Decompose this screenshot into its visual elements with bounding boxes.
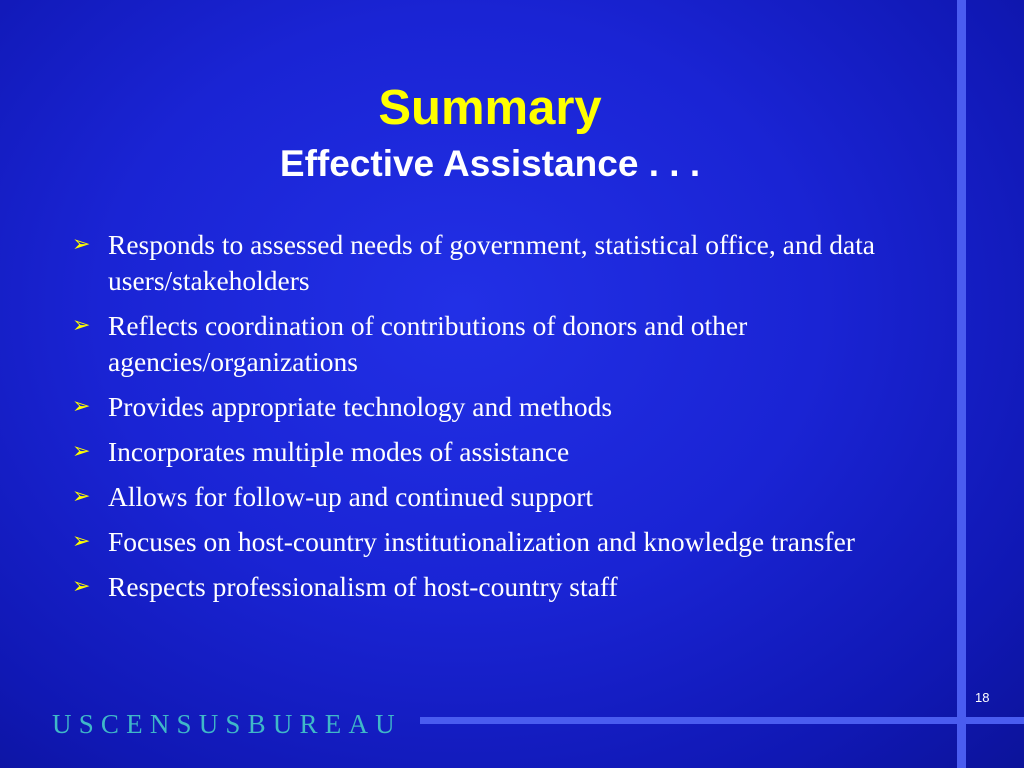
bullet-item	[72, 389, 942, 425]
bullet-text: Allows for follow-up and continued support	[108, 481, 593, 512]
arrow-bullet-icon: ➢	[72, 529, 91, 554]
slide-title: Summary	[378, 81, 602, 135]
arrow-bullet-icon: ➢	[72, 313, 91, 338]
arrow-bullet-icon: ➢	[72, 232, 91, 257]
bullet-list	[72, 227, 942, 614]
bullet-item	[72, 308, 942, 380]
arrow-bullet-icon: ➢	[72, 574, 91, 599]
bullet-item	[72, 479, 942, 515]
bullet-text: Reflects coordination of contributions of donors and other agencies/organizations	[108, 310, 748, 377]
bullet-item	[72, 524, 942, 560]
horizontal-accent-line	[420, 717, 1024, 724]
slide-subtitle: Effective Assistance . . .	[279, 143, 701, 184]
page-number: 18	[975, 690, 990, 705]
bullet-item	[72, 227, 942, 299]
bullet-text: Focuses on host-country institutionalization and knowledge transfer	[108, 526, 855, 557]
arrow-bullet-icon: ➢	[72, 394, 91, 419]
arrow-bullet-icon: ➢	[72, 484, 91, 509]
bullet-text: Responds to assessed needs of government, statistical office, and data users/stakeholders	[108, 229, 876, 296]
census-bureau-logo-text: USCENSUSBUREAU	[52, 709, 402, 739]
bullet-text: Provides appropriate technology and methods	[108, 391, 613, 422]
bullet-text: Incorporates multiple modes of assistance	[108, 436, 570, 467]
arrow-bullet-icon: ➢	[72, 439, 91, 464]
bullet-text: Respects professionalism of host-country staff	[108, 571, 618, 602]
bullet-item	[72, 569, 942, 605]
bullet-item	[72, 434, 942, 470]
